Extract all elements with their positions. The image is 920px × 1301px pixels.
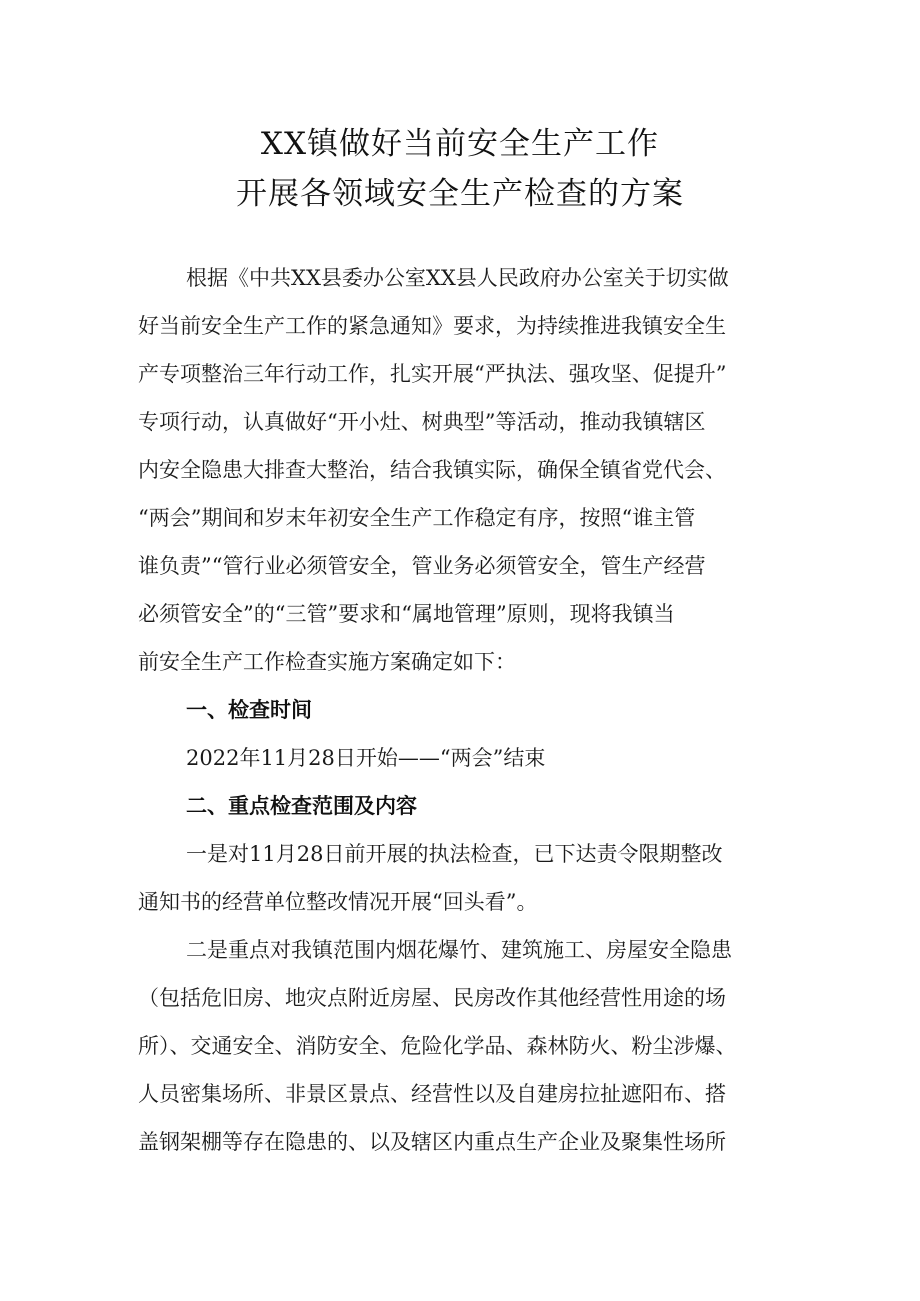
paragraph-item-2-line: 人员密集场所、非景区景点、经营性以及自建房拉扯遮阳布、搭	[138, 1082, 726, 1106]
paragraph-item-1-line: 一是对11月28日前开展的执法检查，已下达责令限期整改	[186, 842, 723, 866]
paragraph-intro-line: 内安全隐患大排查大整治，结合我镇实际，确保全镇省党代会、	[138, 458, 726, 482]
paragraph-intro-line: 产专项整治三年行动工作，扎实开展“严执法、强攻坚、促提升”	[138, 362, 727, 386]
paragraph-intro-line: 好当前安全生产工作的紧急通知》要求，为持续推进我镇安全生	[138, 314, 726, 338]
paragraph-intro-line: 必须管安全”的“三管”要求和“属地管理”原则，现将我镇当	[138, 602, 675, 626]
paragraph-item-2-line: （包括危旧房、地灾点附近房屋、民房改作其他经营性用途的场	[138, 986, 726, 1010]
inspection-time-text: 2022年11月28日开始——“两会”结束	[186, 746, 546, 770]
section-heading-inspection-time: 一、检查时间	[186, 698, 312, 722]
document-title-line-1: XX镇做好当前安全生产工作	[260, 126, 660, 162]
section-heading-scope: 二、重点检查范围及内容	[186, 794, 417, 818]
paragraph-item-2-line: 盖钢架棚等存在隐患的、以及辖区内重点生产企业及聚集性场所	[138, 1130, 726, 1154]
paragraph-intro-line: 谁负责”“管行业必须管安全，管业务必须管安全，管生产经营	[138, 554, 706, 578]
paragraph-intro-line: 前安全生产工作检查实施方案确定如下：	[138, 650, 516, 674]
paragraph-item-1-line: 通知书的经营单位整改情况开展“回头看”。	[138, 890, 538, 914]
paragraph-item-2-line: 二是重点对我镇范围内烟花爆竹、建筑施工、房屋安全隐患	[186, 938, 732, 962]
paragraph-item-2-line: 所）、交通安全、消防安全、危险化学品、森林防火、粉尘涉爆、	[138, 1034, 737, 1058]
paragraph-intro-line: “两会”期间和岁末年初安全生产工作稳定有序，按照“谁主管	[138, 506, 696, 530]
paragraph-intro-line: 根据《中共XX县委办公室XX县人民政府办公室关于切实做	[186, 266, 729, 290]
paragraph-intro-line: 专项行动，认真做好“开小灶、树典型”等活动，推动我镇辖区	[138, 410, 706, 434]
document-title-line-2: 开展各领域安全生产检查的方案	[236, 176, 684, 212]
